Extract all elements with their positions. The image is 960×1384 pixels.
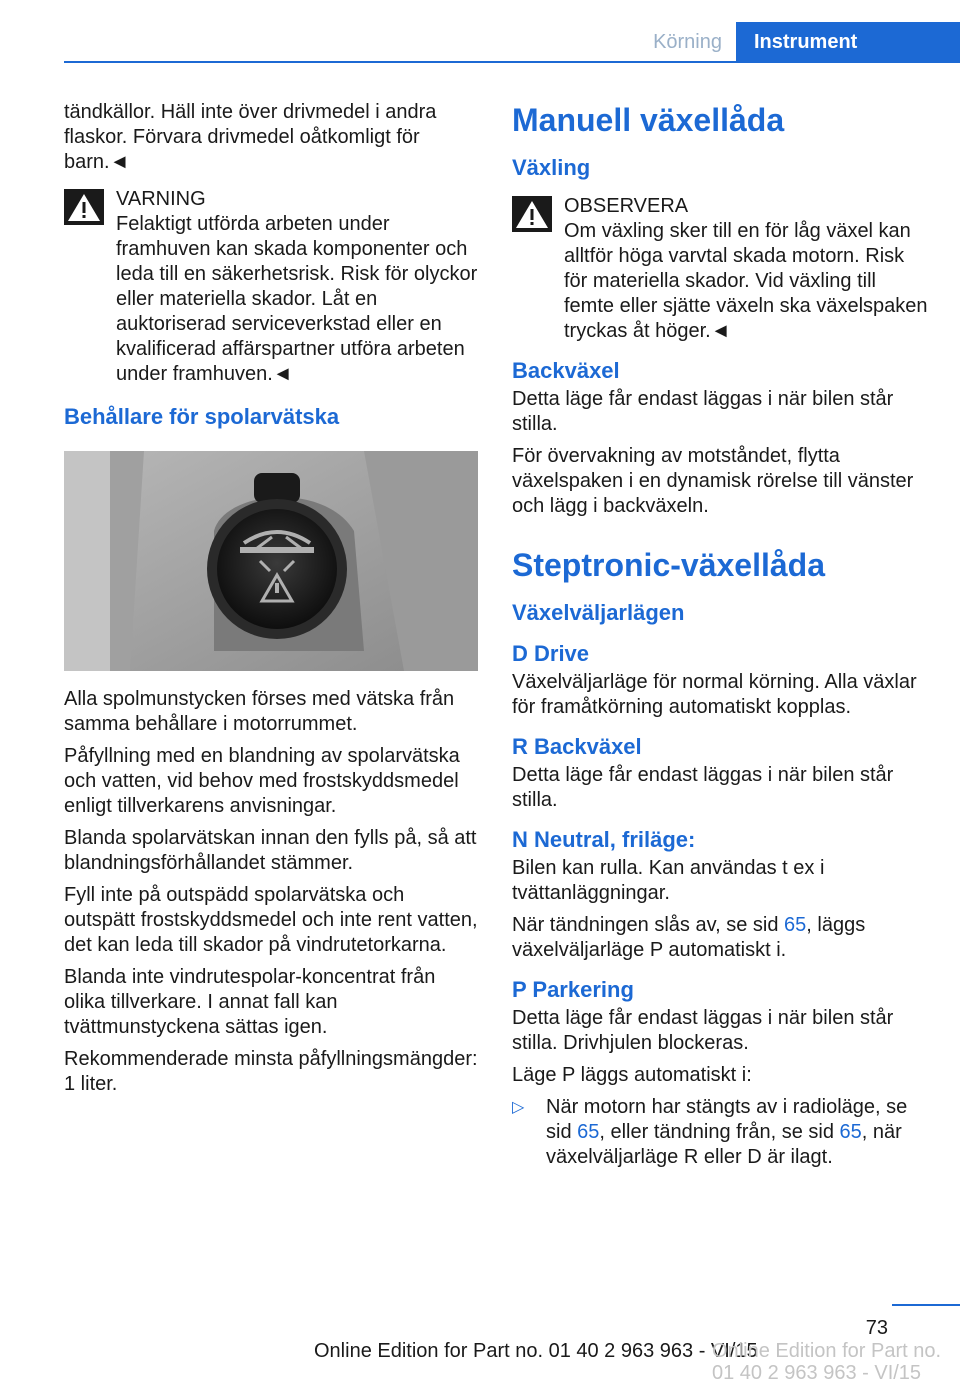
paragraph-r-reverse: Detta läge får endast läggas i när bilen står stilla. [512, 764, 894, 811]
paragraph-neutral-1: Bilen kan rulla. Kan användas t ex i tvättanläggningar. [512, 857, 825, 904]
paragraph-parking-2: Läge P läggs automatiskt i: [512, 1064, 752, 1086]
footer-rule [892, 1304, 960, 1306]
washer-reservoir-photo [64, 451, 478, 671]
warning-text: Felaktigt utförda arbeten under framhuven kan skada komponenter och leda till en säkerhetsrisk. Risk för olyckor eller materiella skador. Låt en auktoriserad serviceverkstad eller en kvalificerad affärspartner utföra arbeten under framhuven.◄ [116, 213, 478, 385]
watermark-text: Online Edition for Part no. 01 40 2 963 963 - VI/15 [712, 1340, 942, 1384]
paragraph-nozzles: Alla spolmunstycken förses med vätska från samma behållare i motorrummet. [64, 688, 455, 735]
paragraph-reverse-2: För övervakning av motståndet, flytta växelspaken i en dynamisk rörelse till vänster och lägg i backväxeln. [512, 445, 914, 517]
warning-triangle-icon [512, 196, 552, 232]
paragraph-reverse-1: Detta läge får endast läggas i när bilen står stilla. [512, 388, 894, 435]
notice-text: Om växling sker till en för låg växel kan alltför höga varvtal skada motorn. Risk för materiella skador. Vid växling till femte eller sjätte växeln ska växelspaken tryckas åt höger.◄ [564, 220, 928, 342]
paragraph-undiluted: Fyll inte på outspädd spolarvätska och outspätt frostskyddsmedel och inte rent vatten, det kan leda till skador på vindrutetorkarna. [64, 884, 478, 956]
heading-washer-reservoir: Behållare för spolarvätska [64, 404, 340, 429]
intro-paragraph: tändkällor. Häll inte över drivmedel i andra flaskor. Förvara drivmedel oåtkomligt för barn.◄ [64, 101, 437, 173]
page-number: 73 [865, 1317, 888, 1339]
notice-title: OBSERVERA [564, 195, 689, 217]
page-link-65[interactable]: 65 [839, 1121, 862, 1143]
warning-title: VARNING [116, 188, 206, 210]
edition-text: Online Edition for Part no. 01 40 2 963 963 - VI/15 [314, 1340, 758, 1362]
paragraph-parking-1: Detta läge får endast läggas i när bilen står stilla. Drivhjulen blockeras. [512, 1007, 894, 1054]
heading-steptronic: Steptronic-växellåda [512, 547, 825, 583]
warning-box [64, 187, 478, 387]
paragraph-drive: Växelväljarläge för normal körning. Alla växlar för framåtkörning automatiskt kopplas. [512, 671, 917, 718]
heading-reverse: Backväxel [512, 358, 620, 383]
right-column [512, 100, 928, 1170]
header-tab-korning[interactable]: Körning [653, 31, 722, 53]
page-link-65[interactable]: 65 [577, 1121, 600, 1143]
left-column [64, 100, 478, 1104]
paragraph-quantity: Rekommenderade minsta påfyllningsmängder: 1 liter. [64, 1048, 478, 1095]
paragraph-mix: Blanda spolarvätskan innan den fylls på, så att blandningsförhållandet stämmer. [64, 827, 477, 874]
page-link-65[interactable]: 65 [784, 914, 807, 936]
header-tab-instrument[interactable]: Instrument [736, 22, 960, 62]
paragraph-neutral-2: När tändningen slås av, se sid 65, läggs växelväljarläge P automatiskt i. [512, 914, 866, 961]
heading-drive: D Drive [512, 641, 590, 666]
triangle-bullet-icon: ▷ [512, 1099, 525, 1116]
heading-manual-gearbox: Manuell växellåda [512, 102, 785, 138]
heading-r-reverse: R Backväxel [512, 734, 642, 759]
heading-neutral: N Neutral, friläge: [512, 827, 696, 852]
paragraph-filling: Påfyllning med en blandning av spolarvätska och vatten, vid behov med frostskyddsmedel enligt tillverkarens anvisningar. [64, 745, 460, 817]
list-item: ▷ När motorn har stängts av i radioläge, se sid 65, eller tändning från, se sid 65, när växelväljarläge R eller D är ilagt. [512, 1096, 908, 1168]
heading-selector-positions: Växelväljarlägen [512, 600, 685, 625]
notice-box [512, 194, 928, 344]
header-rule [64, 61, 960, 63]
warning-triangle-icon [64, 189, 104, 225]
heading-parking: P Parkering [512, 977, 634, 1002]
heading-shifting: Växling [512, 155, 591, 180]
paragraph-concentrate: Blanda inte vindrutespolar-koncentrat från olika tillverkare. I annat fall kan tvättmunstyckena sättas igen. [64, 966, 436, 1038]
